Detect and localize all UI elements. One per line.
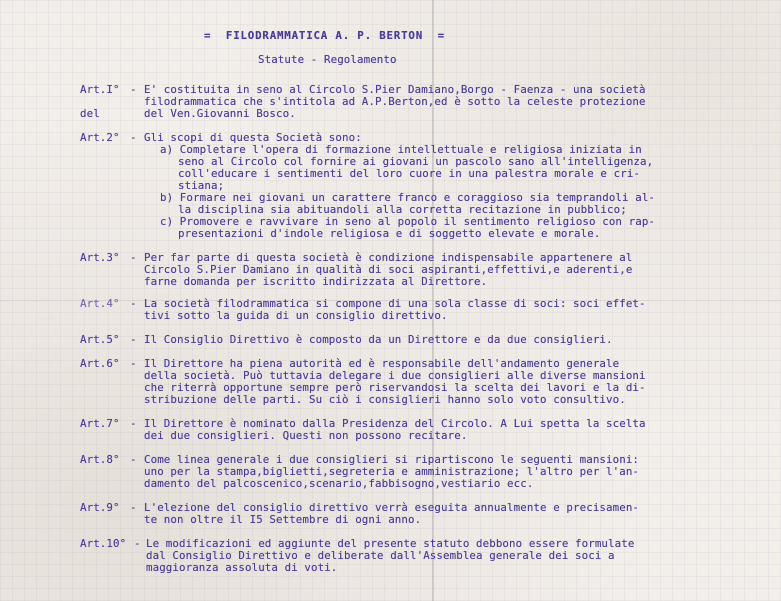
article-label: Art.6°: [80, 357, 120, 370]
article-dash: -: [130, 501, 137, 514]
article-line: damento del palcoscenico,scenario,fabbisogno,vestiario ecc.: [144, 477, 534, 490]
article-line: coll'educare i sentimenti del loro cuore in una palestra morale e cri-: [178, 167, 641, 180]
article-dash: -: [130, 417, 137, 430]
article-line: Il Consiglio Direttivo è composto da un Direttore e da due consiglieri.: [144, 333, 613, 346]
article-label: Art.8°: [80, 453, 120, 466]
article-line: dei due consiglieri. Questi non possono recitare.: [144, 429, 468, 442]
article-line: Gli scopi di questa Società sono:: [144, 131, 362, 144]
article-line: della società. Può tuttavia delegare i due consiglieri alle diverse mansioni: [144, 369, 646, 382]
article-line: c) Promovere e ravvivare in seno al popolo il sentimento religioso con rap-: [160, 215, 656, 228]
article-dash: -: [134, 537, 141, 550]
article-line: presentazioni d'indole religiosa e di soggetto elevate e morale.: [178, 227, 601, 240]
article-line: E' costituita in seno al Circolo S.Pier Damiano,Borgo - Faenza - una società: [144, 83, 646, 96]
article-label: Art.3°: [80, 251, 120, 264]
article-dash: -: [130, 251, 137, 264]
article-line: a) Completare l'opera di formazione intellettuale e religiosa iniziata in: [160, 143, 642, 156]
article-dash: -: [130, 333, 137, 346]
article-dash: -: [130, 357, 137, 370]
article-label: Art.5°: [80, 333, 120, 346]
article-line: Il Direttore ha piena autorità ed è responsabile dell'andamento generale: [144, 357, 620, 370]
article-line: Le modificazioni ed aggiunte del presente statuto debbono essere formulate: [146, 537, 635, 550]
article-label: Art.7°: [80, 417, 120, 430]
document-title: = FILODRAMMATICA A. P. BERTON =: [204, 29, 445, 42]
article-margin-word: del: [80, 107, 100, 120]
article-line: L'elezione del consiglio direttivo verrà eseguita annualmente e precisamen-: [144, 501, 640, 514]
article-line: te non oltre il I5 Settembre di ogni anno.: [144, 513, 422, 526]
article-line: dal Consiglio Direttivo e deliberate dall'Assemblea generale dei soci a: [146, 549, 615, 562]
article-line: Circolo S.Pier Damiano in qualità di soci aspiranti,effettivi,e aderenti,e: [144, 263, 633, 276]
article-line: uno per la stampa,biglietti,segreteria e amministrazione; l'altro per l'an-: [144, 465, 640, 478]
article-line: seno al Circolo col fornire ai giovani un pascolo sano all'intelligenza,: [178, 155, 654, 168]
article-dash: -: [130, 453, 137, 466]
article-line: farne domanda per iscritto indirizzata al Direttore.: [144, 275, 488, 288]
article-line: b) Formare nei giovani un carattere franco e coraggioso sia temprandoli al-: [160, 191, 656, 204]
article-dash: -: [130, 131, 137, 144]
article-line: filodrammatica che s'intitola ad A.P.Berton,ed è sotto la celeste protezione: [144, 95, 646, 108]
article-line: maggioranza assoluta di voti.: [146, 561, 338, 574]
article-line: Per far parte di questa società è condizione indispensabile appartenere al: [144, 251, 633, 264]
document-subtitle: Statute - Regolamento: [258, 53, 397, 66]
article-label: Art.4°: [80, 297, 120, 310]
article-label: Art.9°: [80, 501, 120, 514]
article-line: stribuzione delle parti. Su ciò i consiglieri hanno solo voto consultivo.: [144, 393, 626, 406]
article-line: tivi sotto la guida di un consiglio direttivo.: [144, 309, 448, 322]
article-line: del Ven.Giovanni Bosco.: [144, 107, 296, 120]
article-line: la disciplina sia abituandoli alla corretta recitazione in pubblico;: [178, 203, 627, 216]
article-line: che riterrà opportune sempre però riservandosi la scelta dei lavori e la di-: [144, 381, 646, 394]
article-label: Art.2°: [80, 131, 120, 144]
article-line: La società filodrammatica si compone di una sola classe di soci: soci effet-: [144, 297, 646, 310]
article-line: Come linea generale i due consiglieri si ripartiscono le seguenti mansioni:: [144, 453, 640, 466]
article-line: stiana;: [178, 179, 225, 192]
article-label: Art.I°: [80, 83, 120, 96]
article-dash: -: [130, 297, 137, 310]
article-dash: -: [130, 83, 137, 96]
article-label: Art.10°: [80, 537, 127, 550]
article-line: Il Direttore è nominato dalla Presidenza del Circolo. A Lui spetta la scelta: [144, 417, 646, 430]
